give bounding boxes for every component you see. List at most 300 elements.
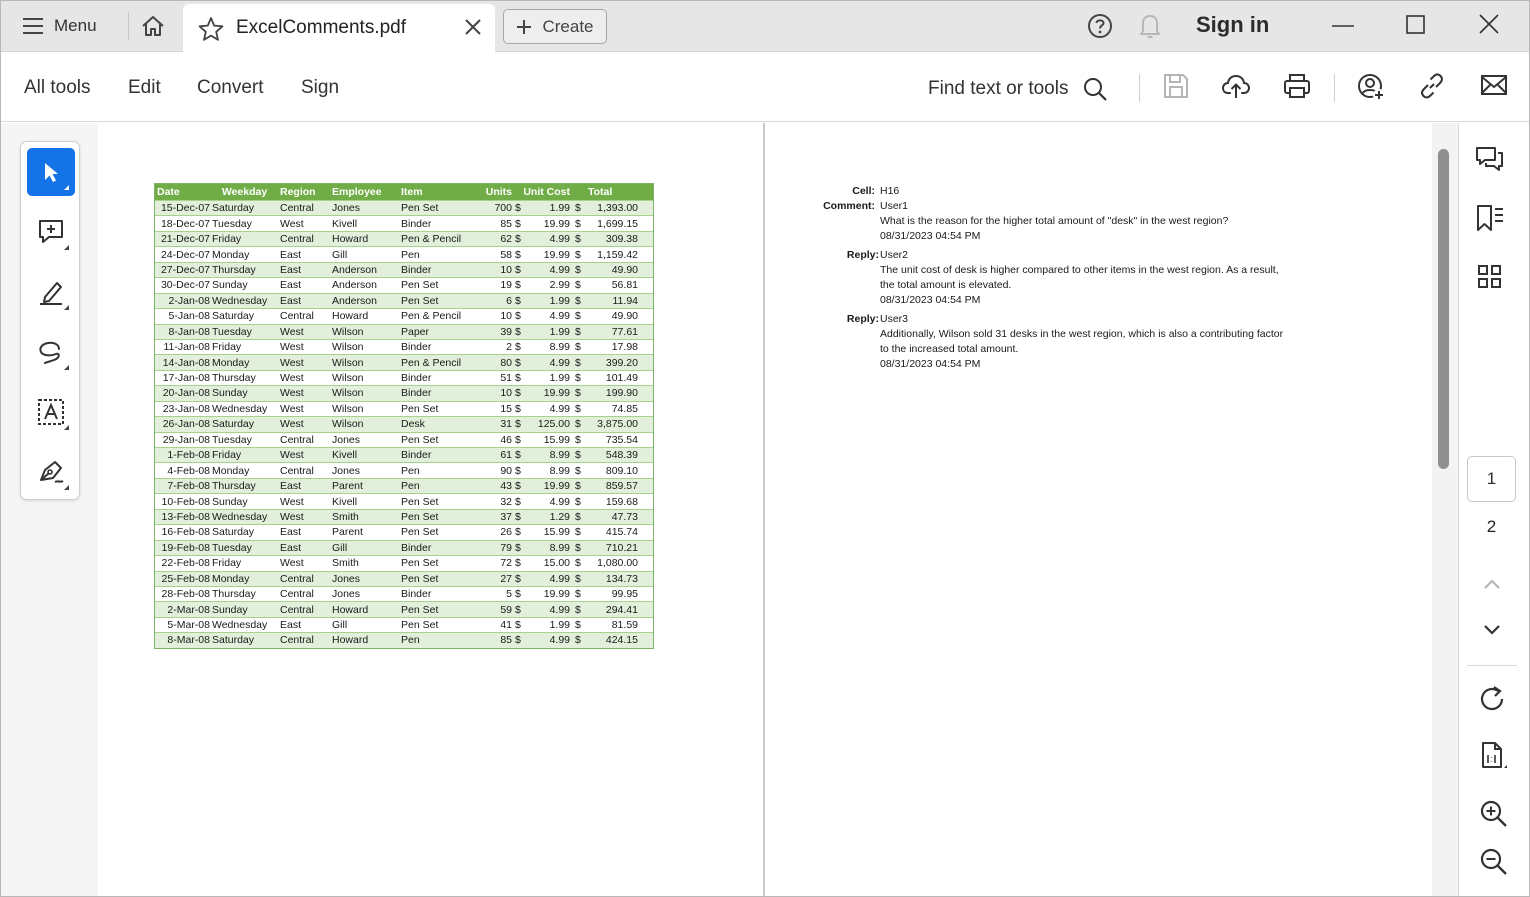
weekday-cell: Saturday — [212, 418, 255, 431]
reply-text-line: The unit cost of desk is higher compared to other items in the west region. As a result, — [880, 264, 1279, 276]
currency-symbol: $ — [575, 495, 581, 508]
region-cell: Central — [280, 310, 314, 323]
close-tab-icon[interactable] — [463, 17, 483, 37]
employee-cell: Parent — [332, 526, 363, 539]
units-cell: 62 — [500, 233, 512, 246]
currency-symbol: $ — [515, 619, 521, 632]
currency-symbol: $ — [575, 557, 581, 570]
currency-symbol: $ — [575, 341, 581, 354]
weekday-cell: Saturday — [212, 202, 255, 215]
find-text-or-tools[interactable] — [928, 76, 1108, 102]
menu-label: Menu — [54, 16, 97, 35]
currency-symbol: $ — [515, 541, 521, 554]
units-cell: 15 — [500, 402, 512, 415]
draw-tool-button[interactable] — [27, 328, 75, 376]
currency-symbol: $ — [515, 233, 521, 246]
toolbar-divider — [1139, 74, 1140, 102]
unit-cost-cell: 4.99 — [549, 263, 570, 276]
currency-symbol: $ — [575, 634, 581, 647]
column-header: Weekday — [221, 186, 268, 198]
highlight-pen-icon — [37, 278, 65, 306]
date-cell: 13-Feb-08 — [161, 510, 210, 523]
item-cell: Pen Set — [401, 603, 439, 616]
weekday-cell: Saturday — [212, 634, 255, 647]
reply-label: Reply: — [846, 313, 879, 325]
item-cell: Pen Set — [401, 402, 439, 415]
item-cell: Pen Set — [401, 526, 439, 539]
currency-symbol: $ — [575, 387, 581, 400]
unit-cost-cell: 1.99 — [549, 202, 570, 215]
weekday-cell: Tuesday — [212, 541, 252, 554]
chevron-down-icon[interactable] — [1481, 620, 1503, 640]
zoom-in-icon[interactable] — [1479, 799, 1509, 829]
date-cell: 18-Dec-07 — [160, 217, 210, 230]
currency-symbol: $ — [515, 356, 521, 369]
maximize-icon[interactable] — [1405, 14, 1427, 36]
table-row — [155, 324, 653, 339]
search-icon — [1082, 76, 1108, 102]
total-cell: 17.98 — [611, 341, 638, 354]
actual-size-icon[interactable] — [1478, 740, 1508, 772]
date-cell: 24-Dec-07 — [160, 248, 210, 261]
table-row — [155, 632, 653, 647]
right-rail — [1458, 123, 1530, 897]
table-row — [155, 524, 653, 539]
date-cell: 2-Mar-08 — [167, 603, 210, 616]
item-cell: Pen & Pencil — [401, 310, 462, 323]
currency-symbol: $ — [575, 619, 581, 632]
unit-cost-cell: 4.99 — [549, 495, 570, 508]
region-cell: West — [280, 495, 304, 508]
sign-in-button[interactable]: Sign in — [1196, 12, 1270, 37]
units-cell: 43 — [500, 480, 512, 493]
employee-cell: Howard — [332, 233, 369, 246]
currency-symbol: $ — [575, 464, 581, 477]
table-row — [155, 586, 653, 601]
all-tools-menu[interactable]: All tools — [24, 77, 91, 98]
minimize-icon[interactable] — [1331, 14, 1355, 38]
weekday-cell: Saturday — [212, 310, 255, 323]
unit-cost-cell: 125.00 — [537, 418, 570, 431]
unit-cost-cell: 4.99 — [549, 603, 570, 616]
employee-cell: Kivell — [332, 449, 358, 462]
sign-menu[interactable]: Sign — [301, 77, 340, 98]
units-cell: 85 — [500, 634, 512, 647]
highlight-tool-button[interactable] — [27, 268, 75, 316]
item-cell: Pen & Pencil — [401, 233, 462, 246]
date-cell: 2-Jan-08 — [168, 294, 210, 307]
select-arrow-icon — [40, 160, 62, 184]
unit-cost-cell: 4.99 — [549, 402, 570, 415]
date-cell: 27-Dec-07 — [160, 263, 210, 276]
date-cell: 19-Feb-08 — [161, 541, 210, 554]
item-cell: Pen Set — [401, 557, 439, 570]
weekday-cell: Tuesday — [212, 217, 252, 230]
currency-symbol: $ — [515, 634, 521, 647]
column-header: Employee — [332, 186, 382, 198]
currency-symbol: $ — [515, 294, 521, 307]
table-row — [155, 432, 653, 447]
employee-cell: Howard — [332, 603, 369, 616]
units-cell: 31 — [500, 418, 512, 431]
item-cell: Pen Set — [401, 495, 439, 508]
table-row — [155, 215, 653, 230]
region-cell: Central — [280, 603, 314, 616]
currency-symbol: $ — [575, 202, 581, 215]
employee-cell: Jones — [332, 433, 361, 446]
reply-text-line: Additionally, Wilson sold 31 desks in the west region, which is also a contributing factor — [880, 328, 1284, 340]
weekday-cell: Thursday — [212, 588, 256, 601]
currency-symbol: $ — [515, 495, 521, 508]
date-cell: 5-Mar-08 — [167, 619, 210, 632]
currency-symbol: $ — [515, 263, 521, 276]
unit-cost-cell: 19.99 — [543, 480, 570, 493]
table-row — [155, 385, 653, 400]
column-header: Item — [401, 186, 423, 198]
weekday-cell: Sunday — [212, 387, 248, 400]
comment-user: User1 — [880, 200, 909, 212]
total-cell: 735.54 — [605, 433, 638, 446]
employee-cell: Wilson — [332, 325, 364, 338]
current-page-input[interactable]: 1 — [1467, 456, 1516, 502]
currency-symbol: $ — [515, 464, 521, 477]
total-cell: 399.20 — [605, 356, 638, 369]
currency-symbol: $ — [515, 217, 521, 230]
total-cell: 11.94 — [612, 294, 638, 307]
toolbar-divider — [1334, 74, 1335, 102]
employee-cell: Anderson — [332, 294, 377, 307]
employee-cell: Kivell — [332, 495, 358, 508]
unit-cost-cell: 15.99 — [543, 433, 570, 446]
table-row — [155, 308, 653, 323]
reply-date: 08/31/2023 04:54 PM — [880, 294, 981, 306]
employee-cell: Gill — [332, 541, 348, 554]
currency-symbol: $ — [575, 325, 581, 338]
add-comment-icon — [37, 218, 65, 246]
home-button[interactable] — [136, 10, 170, 42]
total-cell: 1,080.00 — [597, 557, 638, 570]
weekday-cell: Thursday — [212, 263, 256, 276]
table-row — [155, 509, 653, 524]
item-cell: Pen — [401, 464, 420, 477]
weekday-cell: Sunday — [212, 495, 248, 508]
units-cell: 27 — [500, 572, 512, 585]
region-cell: West — [280, 449, 304, 462]
units-cell: 39 — [500, 325, 512, 338]
region-cell: East — [280, 279, 302, 292]
currency-symbol: $ — [515, 449, 521, 462]
total-cell: 710.21 — [605, 541, 638, 554]
table-row — [155, 416, 653, 431]
text-select-tool-button[interactable] — [27, 388, 75, 436]
weekday-cell: Friday — [212, 449, 242, 462]
currency-symbol: $ — [575, 541, 581, 554]
units-cell: 32 — [500, 495, 512, 508]
region-cell: East — [280, 248, 302, 261]
weekday-cell: Sunday — [212, 603, 248, 616]
unit-cost-cell: 8.99 — [549, 449, 570, 462]
currency-symbol: $ — [575, 480, 581, 493]
date-cell: 28-Feb-08 — [161, 588, 210, 601]
reply-user: User2 — [880, 249, 909, 261]
date-cell: 29-Jan-08 — [162, 433, 210, 446]
item-cell: Pen Set — [401, 619, 439, 632]
quick-tools-palette — [20, 141, 80, 500]
rotate-icon[interactable] — [1478, 684, 1508, 714]
weekday-cell: Tuesday — [212, 433, 252, 446]
currency-symbol: $ — [575, 433, 581, 446]
reply-text-line: to the increased total amount. — [880, 343, 1019, 355]
cell-label: Cell: — [852, 185, 875, 197]
employee-cell: Anderson — [332, 279, 377, 292]
select-tool-button[interactable] — [27, 148, 75, 196]
weekday-cell: Wednesday — [212, 402, 268, 415]
employee-cell: Kivell — [332, 217, 358, 230]
total-cell: 74.85 — [611, 402, 638, 415]
tool-options-indicator — [64, 485, 69, 490]
currency-symbol: $ — [575, 233, 581, 246]
scrollbar-thumb[interactable] — [1438, 149, 1449, 469]
unit-cost-cell: 19.99 — [543, 248, 570, 261]
upload-cloud-icon[interactable] — [1221, 72, 1251, 100]
zoom-out-icon[interactable] — [1479, 847, 1509, 877]
units-cell: 6 — [506, 294, 512, 307]
units-cell: 19 — [500, 279, 512, 292]
column-header: Date — [157, 186, 180, 198]
total-cell: 134.73 — [605, 572, 638, 585]
currency-symbol: $ — [515, 202, 521, 215]
region-cell: Central — [280, 233, 314, 246]
title-divider — [128, 12, 129, 40]
chevron-up-icon[interactable] — [1481, 574, 1503, 594]
column-header: Region — [280, 186, 316, 198]
table-row — [155, 231, 653, 246]
units-cell: 59 — [500, 603, 512, 616]
currency-symbol: $ — [575, 526, 581, 539]
item-cell: Pen Set — [401, 510, 439, 523]
region-cell: Central — [280, 634, 314, 647]
bell-icon[interactable] — [1136, 11, 1164, 41]
region-cell: West — [280, 418, 304, 431]
reply-label: Reply: — [846, 249, 879, 261]
share-user-icon[interactable] — [1356, 72, 1386, 102]
currency-symbol: $ — [575, 279, 581, 292]
create-button[interactable] — [503, 9, 607, 44]
item-cell: Pen Set — [401, 294, 439, 307]
edit-menu[interactable]: Edit — [128, 77, 161, 98]
units-cell: 80 — [500, 356, 512, 369]
find-tools-label: Find text or tools — [928, 78, 1069, 99]
table-row — [155, 339, 653, 354]
total-cell: 1,699.15 — [597, 217, 638, 230]
weekday-cell: Thursday — [212, 480, 256, 493]
total-cell: 1,393.00 — [597, 202, 638, 215]
units-cell: 90 — [500, 464, 512, 477]
total-cell: 3,875.00 — [597, 418, 638, 431]
region-cell: East — [280, 619, 302, 632]
date-cell: 15-Dec-07 — [160, 202, 210, 215]
date-cell: 1-Feb-08 — [167, 449, 210, 462]
currency-symbol: $ — [515, 557, 521, 570]
unit-cost-cell: 19.99 — [543, 588, 570, 601]
unit-cost-cell: 4.99 — [549, 634, 570, 647]
region-cell: Central — [280, 588, 314, 601]
employee-cell: Howard — [332, 634, 369, 647]
menu-button[interactable] — [14, 10, 105, 42]
currency-symbol: $ — [515, 387, 521, 400]
region-cell: Central — [280, 433, 314, 446]
table-row — [155, 478, 653, 493]
region-cell: West — [280, 510, 304, 523]
currency-symbol: $ — [575, 248, 581, 261]
date-cell: 16-Feb-08 — [161, 526, 210, 539]
item-cell: Paper — [401, 325, 430, 338]
units-cell: 10 — [500, 310, 512, 323]
unit-cost-cell: 4.99 — [549, 572, 570, 585]
date-cell: 11-Jan-08 — [163, 341, 210, 354]
add-comment-tool-button[interactable] — [27, 208, 75, 256]
region-cell: West — [280, 356, 304, 369]
weekday-cell: Monday — [212, 248, 250, 261]
item-cell: Binder — [401, 449, 432, 462]
unit-cost-cell: 8.99 — [549, 464, 570, 477]
column-header: Unit Cost — [523, 186, 570, 198]
table-row — [155, 354, 653, 369]
unit-cost-cell: 19.99 — [543, 217, 570, 230]
total-cell: 809.10 — [605, 464, 638, 477]
help-icon[interactable] — [1086, 12, 1114, 40]
tool-options-indicator — [64, 365, 69, 370]
print-icon[interactable] — [1283, 72, 1311, 100]
unit-cost-cell: 19.99 — [543, 387, 570, 400]
item-cell: Binder — [401, 387, 432, 400]
unit-cost-cell: 15.00 — [543, 557, 570, 570]
thumbnails-icon[interactable] — [1477, 264, 1503, 290]
item-cell: Desk — [401, 418, 425, 431]
total-cell: 77.61 — [611, 325, 638, 338]
column-header: Units — [485, 186, 512, 198]
table-row — [155, 401, 653, 416]
table-row — [155, 277, 653, 292]
date-cell: 22-Feb-08 — [161, 557, 210, 570]
region-cell: East — [280, 480, 302, 493]
region-cell: West — [280, 402, 304, 415]
currency-symbol: $ — [575, 449, 581, 462]
document-tab[interactable] — [183, 4, 495, 52]
unit-cost-cell: 1.99 — [549, 294, 570, 307]
currency-symbol: $ — [515, 418, 521, 431]
employee-cell: Jones — [332, 572, 361, 585]
currency-symbol: $ — [515, 588, 521, 601]
employee-cell: Wilson — [332, 387, 364, 400]
plus-icon — [516, 19, 532, 35]
unit-cost-cell: 4.99 — [549, 310, 570, 323]
currency-symbol: $ — [515, 433, 521, 446]
link-icon[interactable] — [1418, 72, 1446, 100]
date-cell: 21-Dec-07 — [160, 233, 210, 246]
table-body — [155, 200, 653, 648]
tool-options-indicator — [64, 185, 69, 190]
sign-tool-button[interactable] — [27, 448, 75, 496]
mail-icon[interactable] — [1480, 72, 1508, 98]
table-row — [155, 447, 653, 462]
table-row — [155, 370, 653, 385]
total-cell: 424.15 — [605, 634, 638, 647]
title-bar — [0, 0, 1530, 52]
weekday-cell: Wednesday — [212, 619, 268, 632]
employee-cell: Gill — [332, 248, 348, 261]
region-cell: Central — [280, 464, 314, 477]
total-cell: 548.39 — [605, 449, 638, 462]
total-cell: 49.90 — [611, 263, 638, 276]
employee-cell: Jones — [332, 202, 361, 215]
weekday-cell: Friday — [212, 341, 242, 354]
bookmarks-icon[interactable] — [1474, 203, 1506, 233]
currency-symbol: $ — [575, 510, 581, 523]
employee-cell: Jones — [332, 588, 361, 601]
units-cell: 46 — [500, 433, 512, 446]
employee-cell: Wilson — [332, 418, 364, 431]
units-cell: 700 — [494, 202, 512, 215]
employee-cell: Smith — [332, 557, 359, 570]
table-row — [155, 555, 653, 570]
units-cell: 61 — [500, 449, 512, 462]
comments-icon[interactable] — [1474, 145, 1506, 175]
total-cell: 56.81 — [611, 279, 638, 292]
date-cell: 8-Jan-08 — [168, 325, 210, 338]
units-cell: 72 — [500, 557, 512, 570]
reply-text-line: the total amount is elevated. — [880, 279, 1012, 291]
currency-symbol: $ — [575, 402, 581, 415]
tool-options-indicator — [64, 305, 69, 310]
comment-text: What is the reason for the higher total amount of "desk" in the west region? — [880, 215, 1229, 227]
units-cell: 5 — [506, 588, 512, 601]
date-cell: 10-Feb-08 — [161, 495, 210, 508]
column-header: Total — [588, 186, 613, 198]
item-cell: Binder — [401, 588, 432, 601]
table-row — [155, 462, 653, 477]
employee-cell: Wilson — [332, 356, 364, 369]
close-window-icon[interactable] — [1478, 13, 1500, 35]
save-icon[interactable] — [1162, 72, 1190, 100]
weekday-cell: Monday — [212, 572, 250, 585]
star-icon[interactable] — [198, 16, 224, 42]
employee-cell: Anderson — [332, 263, 377, 276]
convert-menu[interactable]: Convert — [197, 77, 264, 98]
currency-symbol: $ — [575, 217, 581, 230]
total-cell: 99.95 — [611, 588, 638, 601]
comment-label: Comment: — [823, 200, 875, 212]
weekday-cell: Tuesday — [212, 325, 252, 338]
total-cell: 81.59 — [611, 619, 638, 632]
region-cell: West — [280, 341, 304, 354]
item-cell: Pen Set — [401, 202, 439, 215]
date-cell: 7-Feb-08 — [167, 480, 210, 493]
currency-symbol: $ — [515, 603, 521, 616]
total-cell: 859.57 — [605, 480, 638, 493]
date-cell: 8-Mar-08 — [167, 634, 210, 647]
weekday-cell: Sunday — [212, 279, 248, 292]
item-cell: Pen Set — [401, 279, 439, 292]
currency-symbol: $ — [515, 310, 521, 323]
text-select-icon — [37, 398, 65, 426]
weekday-cell: Saturday — [212, 526, 255, 539]
create-label: Create — [542, 16, 594, 36]
currency-symbol: $ — [515, 248, 521, 261]
employee-cell: Wilson — [332, 341, 364, 354]
currency-symbol: $ — [575, 372, 581, 385]
weekday-cell: Thursday — [212, 372, 256, 385]
